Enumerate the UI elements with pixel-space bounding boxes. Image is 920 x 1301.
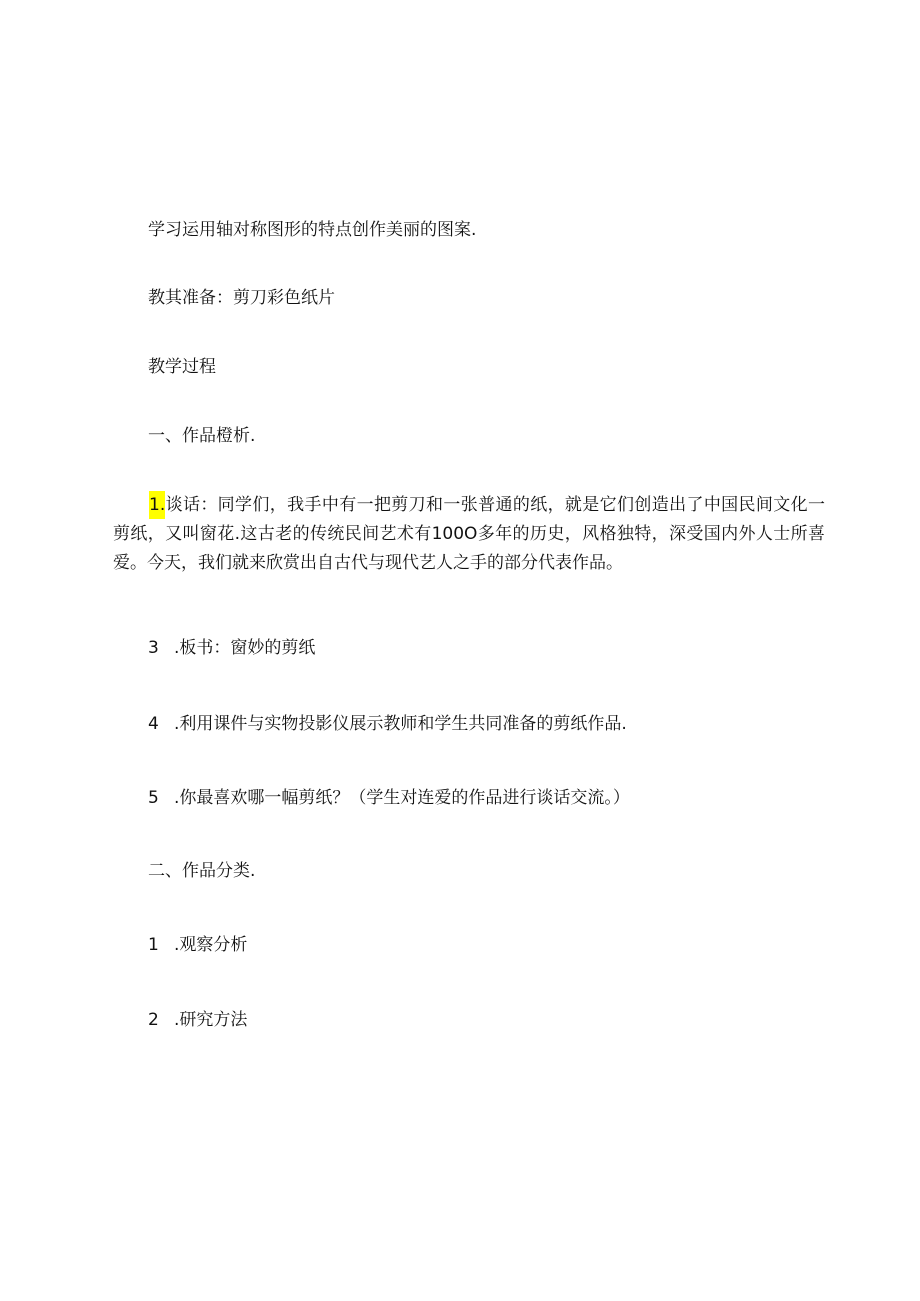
item5-number: 5	[148, 788, 159, 808]
s2-item2-number: 2	[148, 1010, 159, 1030]
item1-paragraph	[113, 491, 825, 578]
item4-text: .利用课件与实物投影仪展示教师和学生共同准备的剪纸作品.	[174, 714, 627, 734]
section1-heading: 一、作品橙析.	[148, 426, 256, 446]
process-heading: 教学过程	[148, 357, 216, 377]
objective-text: 学习运用轴对称图形的特点创作美丽的图案.	[148, 220, 477, 240]
section2-heading: 二、作品分类.	[148, 861, 256, 881]
s2-item1-line	[148, 933, 247, 957]
item1-text: 谈话：同学们，我手中有一把剪刀和一张普通的纸，就是它们创造出了中国民间文化一剪纸，又叫窗花.这古老的传统民间艺术有100O多年的历史，风格独特，深受国内外人士所喜爱。今天，我们就来欣赏出自古代与现代艺人之手的部分代表作品。	[113, 495, 825, 573]
s2-item2-text: .研究方法	[174, 1010, 248, 1030]
item4-line	[148, 712, 627, 736]
item5-line	[148, 786, 630, 810]
preparation-text: 教其准备：剪刀彩色纸片	[148, 288, 335, 308]
s2-item1-text: .观察分析	[174, 935, 248, 955]
item5-text: .你最喜欢哪一幅剪纸？（学生对连爱的作品进行谈话交流。）	[174, 788, 630, 808]
s2-item2-line	[148, 1008, 247, 1032]
item4-number: 4	[148, 714, 159, 734]
item1-number-highlight: 1.	[149, 491, 165, 519]
item3-line	[148, 636, 315, 660]
item3-text: .板书：窗妙的剪纸	[174, 638, 316, 658]
s2-item1-number: 1	[148, 935, 159, 955]
item3-number: 3	[148, 638, 159, 658]
